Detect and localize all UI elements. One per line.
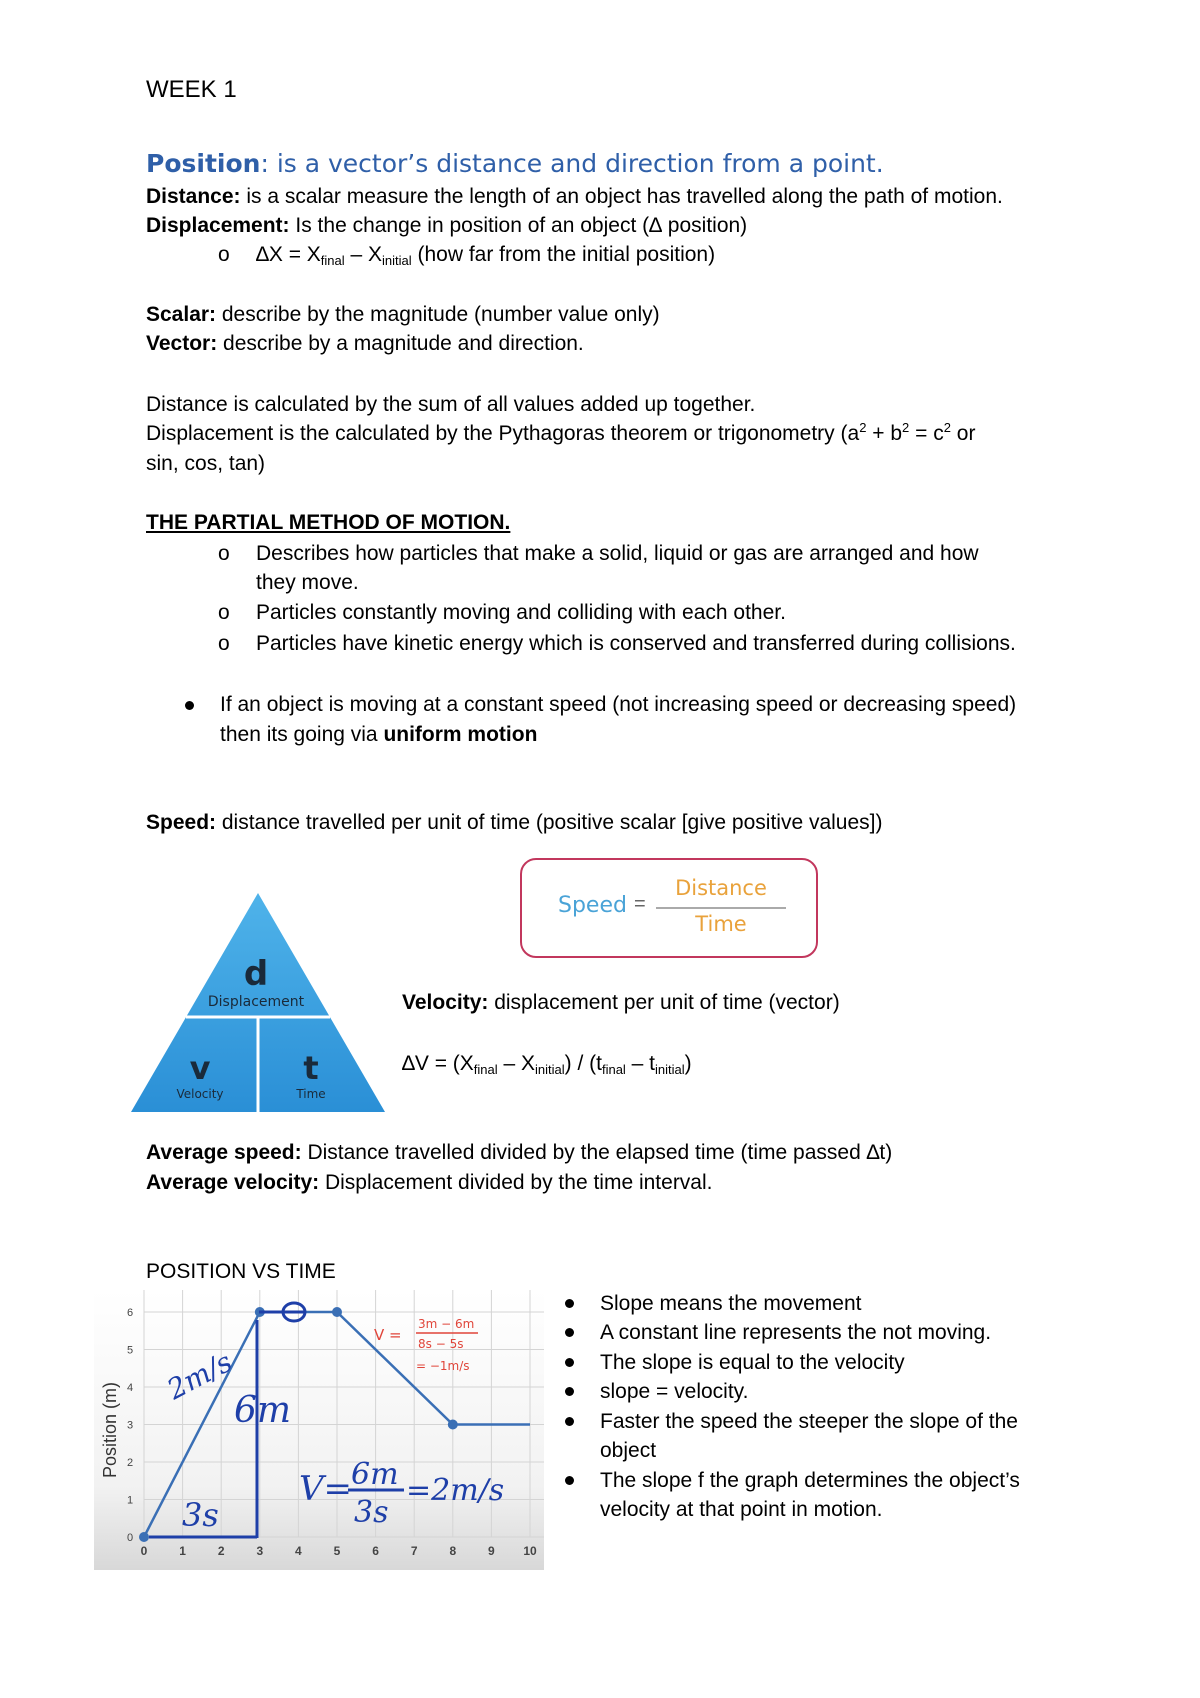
dv-f: final: [601, 1062, 626, 1077]
vector-definition: [146, 330, 584, 358]
dvt-triangle: [128, 890, 388, 1116]
x-tick-label: 8: [449, 1544, 457, 1558]
data-point: [448, 1420, 458, 1430]
triangle-d: d: [243, 954, 269, 994]
formula-time: Time: [695, 912, 747, 936]
dv-i: ): [684, 1052, 692, 1075]
displacement-definition: [146, 212, 747, 240]
delta-x-formula: [256, 241, 715, 269]
dv-g: – t: [625, 1052, 656, 1075]
vector-term: Vector:: [146, 332, 218, 355]
velocity-text: displacement per unit of time (vector): [488, 991, 840, 1014]
x-tick-label: 0: [140, 1544, 148, 1558]
data-point: [139, 1532, 149, 1542]
formula-speed: Speed: [558, 893, 627, 918]
x-tick-label: 6: [372, 1544, 379, 1558]
x-tick-label: 5: [333, 1544, 341, 1558]
pvt-bullet-3: [565, 1358, 574, 1367]
uniform-bullet: [185, 701, 194, 710]
velocity-term: Velocity:: [402, 991, 489, 1014]
annotation-top-den: 8s − 5s: [418, 1337, 464, 1351]
triangle-displacement-label: Displacement: [207, 994, 305, 1010]
pvt-bullet-2: [565, 1328, 574, 1337]
pvt-item-1: Slope means the movement: [600, 1292, 862, 1315]
delta-x-mid: – X: [344, 243, 383, 266]
disp-calc-sup3: 2: [943, 420, 951, 435]
triangle-velocity-label: Velocity: [176, 1087, 224, 1101]
y-tick-label: 3: [126, 1419, 134, 1432]
position-term: Position: [146, 149, 261, 178]
avg-speed-term: Average speed:: [146, 1141, 302, 1164]
uniform-term: uniform motion: [383, 723, 538, 746]
delta-v-formula: [402, 1050, 692, 1078]
disp-calc-4: or: [950, 422, 976, 445]
triangle-v: v: [189, 1049, 211, 1087]
pvt-item-4: slope = velocity.: [600, 1380, 749, 1403]
delta-x-initial: initial: [382, 253, 412, 268]
annotation-eq-v: V=: [299, 1469, 353, 1509]
displacement-text: Is the change in position of an object (∆ position): [289, 214, 748, 237]
pvt-item-6-line2: velocity at that point in motion.: [600, 1498, 883, 1521]
annotation-run: 3s: [182, 1496, 219, 1534]
formula-fraction-bar: [656, 907, 786, 909]
partial-bullet-marker-2: o: [218, 601, 230, 624]
formula-distance: Distance: [675, 876, 767, 900]
delta-x-tail: (how far from the initial position): [411, 243, 716, 266]
chart-background: [94, 1290, 544, 1570]
disp-calc-3: = c: [909, 422, 944, 445]
y-tick-label: 6: [126, 1307, 134, 1319]
dv-a: ∆V = (X: [402, 1052, 474, 1075]
y-tick-label: 4: [126, 1382, 134, 1394]
annotation-slope: 2m/s: [161, 1345, 238, 1407]
dv-h: initial: [655, 1062, 685, 1077]
position-vs-time-heading: POSITION VS TIME: [146, 1260, 336, 1283]
chart-y-label: Position (m): [100, 1381, 120, 1479]
position-definition: [146, 150, 884, 178]
y-tick-label: 5: [126, 1344, 134, 1357]
x-tick-label: 7: [410, 1544, 418, 1558]
x-tick-label: 9: [488, 1544, 495, 1558]
avg-velocity-term: Average velocity:: [146, 1171, 320, 1194]
delta-x-bullet-marker: o: [218, 243, 230, 266]
dv-c: – X: [497, 1052, 536, 1075]
uniform-line-2: [220, 721, 537, 749]
speed-definition: [146, 809, 883, 837]
uniform-line-1: If an object is moving at a constant speed (not increasing speed or decreasing speed): [220, 693, 1017, 716]
partial-bullet-marker-3: o: [218, 632, 230, 655]
x-tick-label: 3: [256, 1544, 264, 1558]
partial-item-2: Particles constantly moving and colliding with each other.: [256, 601, 786, 624]
distance-term: Distance:: [146, 185, 241, 208]
x-tick-label: 1: [179, 1544, 186, 1558]
average-velocity-definition: [146, 1169, 713, 1197]
annotation-eq-result: =2m/s: [406, 1473, 505, 1508]
speed-text: distance travelled per unit of time (positive scalar [give positive values]): [216, 811, 883, 834]
pvt-bullet-5: [565, 1417, 574, 1426]
avg-velocity-text: Displacement divided by the time interval.: [319, 1171, 713, 1194]
position-text: : is a vector’s distance and direction from a point.: [260, 149, 884, 178]
annotation-top-num: 3m − 6m: [418, 1317, 475, 1331]
displacement-calc-line2: sin, cos, tan): [146, 452, 266, 475]
distance-text: is a scalar measure the length of an object has travelled along the path of motion.: [240, 185, 1003, 208]
partial-bullet-marker-1: o: [218, 542, 230, 565]
triangle-time-label: Time: [296, 1087, 326, 1101]
pvt-item-3: The slope is equal to the velocity: [600, 1351, 905, 1374]
annotation-rise: 6m: [234, 1390, 292, 1431]
pvt-bullet-6: [565, 1476, 574, 1485]
disp-calc-sup1: 2: [859, 420, 867, 435]
y-tick-label: 0: [126, 1532, 134, 1544]
speed-formula-box: [520, 858, 818, 958]
disp-calc-1: Displacement is the calculated by the Pythagoras theorem or trigonometry (a: [146, 422, 860, 445]
pvt-bullet-4: [565, 1387, 574, 1396]
uniform-text: then its going via: [220, 723, 384, 746]
annotation-eq-den: 3s: [354, 1495, 389, 1530]
pvt-item-5-line2: object: [600, 1439, 657, 1462]
scalar-text: describe by the magnitude (number value only): [216, 303, 660, 326]
pvt-bullet-1: [565, 1299, 574, 1308]
partial-item-3: Particles have kinetic energy which is conserved and transferred during collisions.: [256, 632, 1016, 655]
disp-calc-sup2: 2: [902, 420, 910, 435]
avg-speed-text: Distance travelled divided by the elapsed time (time passed ∆t): [301, 1141, 893, 1164]
partial-item-1-line2: they move.: [256, 571, 359, 594]
scalar-definition: [146, 301, 660, 329]
position-time-chart: [94, 1290, 544, 1570]
annotation-top-v: V =: [374, 1326, 402, 1344]
vector-text: describe by a magnitude and direction.: [217, 332, 584, 355]
velocity-definition: [402, 989, 840, 1017]
week-title: WEEK 1: [146, 76, 237, 103]
pvt-item-2: A constant line represents the not moving.: [600, 1321, 992, 1344]
partial-method-heading: THE PARTIAL METHOD OF MOTION.: [146, 511, 511, 534]
distance-definition: [146, 183, 1003, 211]
disp-calc-2: + b: [866, 422, 903, 445]
y-tick-label: 2: [126, 1457, 134, 1469]
x-tick-label: 10: [523, 1544, 537, 1558]
triangle-t: t: [303, 1049, 319, 1087]
displacement-calc-text: [146, 420, 975, 448]
delta-x-final: final: [320, 253, 345, 268]
annotation-eq-num: 6m: [351, 1457, 399, 1492]
y-tick-label: 1: [126, 1494, 134, 1507]
annotation-top-result: = −1m/s: [416, 1359, 470, 1373]
displacement-term: Displacement:: [146, 214, 290, 237]
pvt-item-5: Faster the speed the steeper the slope of the: [600, 1410, 1018, 1433]
x-tick-label: 4: [295, 1544, 302, 1558]
average-speed-definition: [146, 1139, 892, 1167]
dv-b: final: [473, 1062, 498, 1077]
delta-x-lead: ∆X = X: [256, 243, 321, 266]
data-point: [332, 1307, 342, 1317]
distance-calc-text: Distance is calculated by the sum of all values added up together.: [146, 393, 756, 416]
pvt-item-6: The slope f the graph determines the object’s: [600, 1469, 1020, 1492]
speed-term: Speed:: [146, 811, 217, 834]
dv-e: ) / (t: [564, 1052, 602, 1075]
scalar-term: Scalar:: [146, 303, 217, 326]
formula-equals: =: [634, 893, 646, 915]
x-tick-label: 2: [217, 1544, 225, 1558]
dv-d: initial: [535, 1062, 565, 1077]
partial-item-1: Describes how particles that make a solid, liquid or gas are arranged and how: [256, 542, 979, 565]
